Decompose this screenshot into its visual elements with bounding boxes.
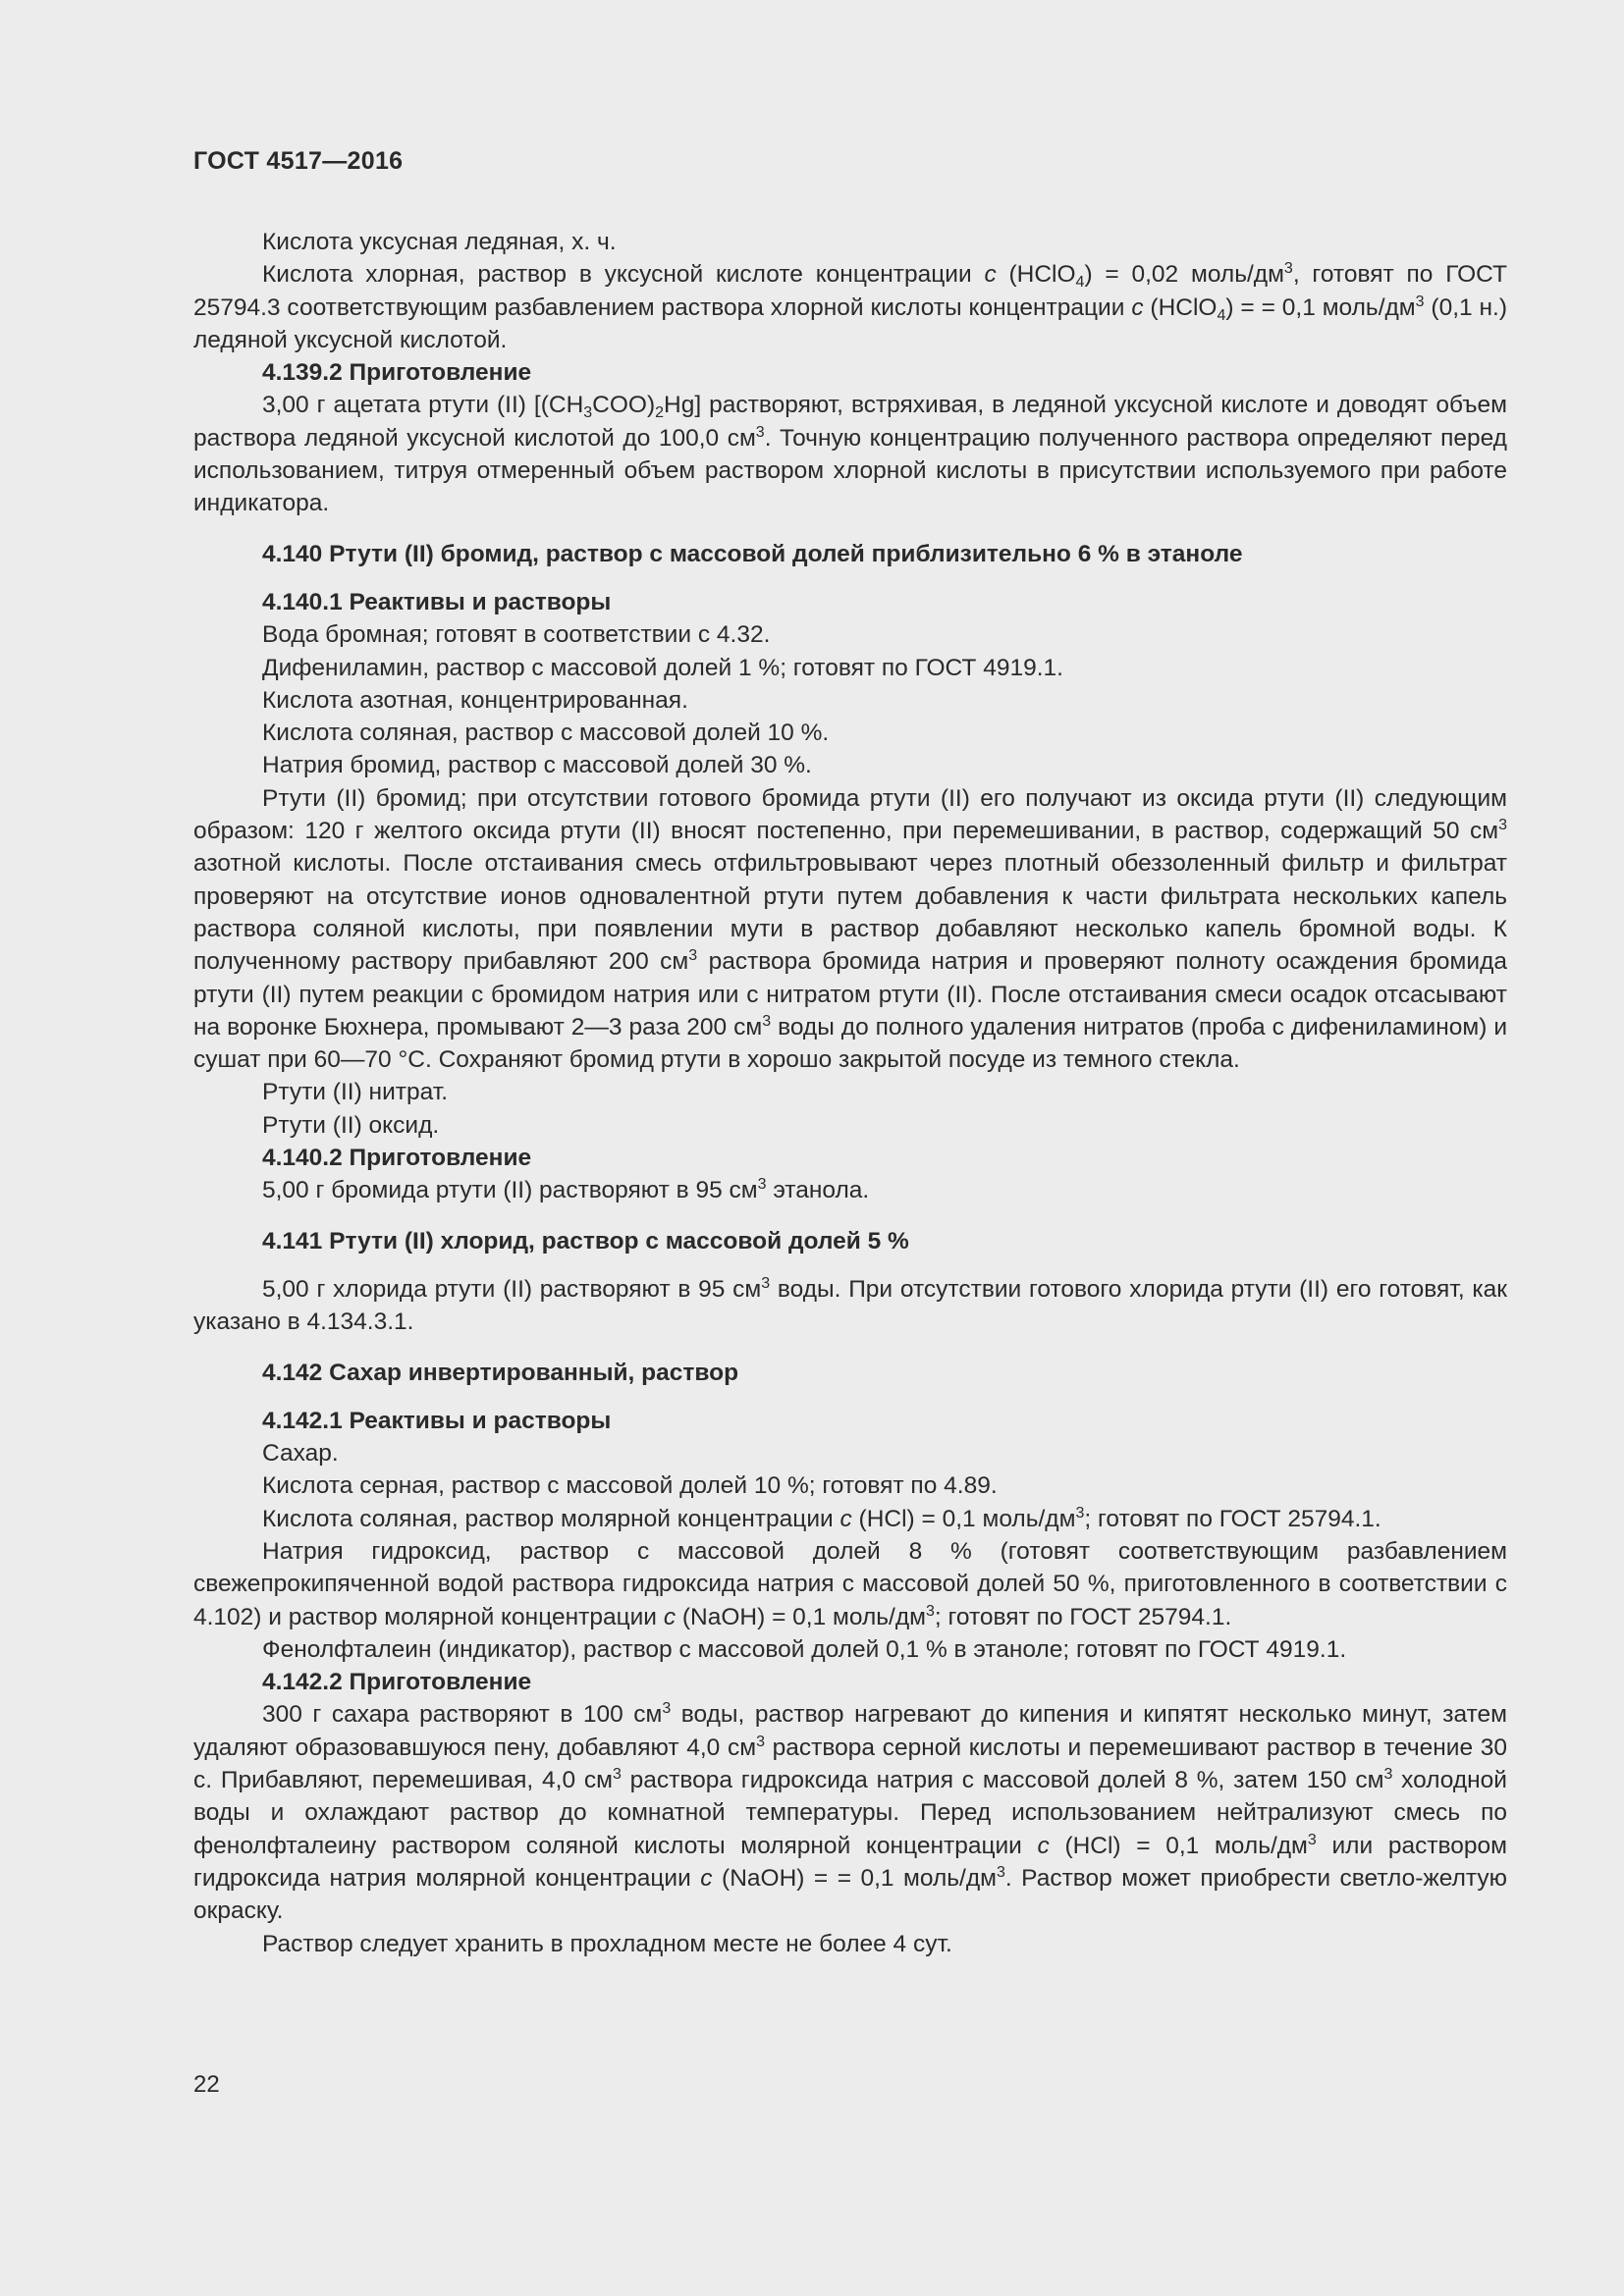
paragraph: Ртути (II) бромид; при отсутствии готового бромида ртути (II) его получают из оксида ртути (II) следующим образом: 120 г желтого оксида ртути (II) вносят постепенно, при перемешивании, в раствор, содержащий 50 $см^3$ азотной кислоты. После отстаивания смесь отфильтровывают через плотный обеззоленный фильтр и фильтрат проверяют на отсутствие ионов одновалентной ртути путем добавления к части фильтрата нескольких капель раствора соляной кислоты, при появлении мути в раствор добавляют несколько капель бромной воды. К полученному раствору прибавляют 200 $см^3$ раствора бромида натрия и проверяют полноту осаждения бромида ртути (II) путем реакции с бромидом натрия или с нитратом ртути (II). После отстаивания смеси осадок отсасывают на воронке Бюхнера, промывают 2—3 раза 200 $см^3$ воды до полного удаления нитратов (проба с дифениламином) и сушат при 60—70 °C. Сохраняют бромид ртути в хорошо закрытой посуде из темного стекла.: [193, 784, 1508, 1074]
list-item: Натрия бромид, раствор с массовой долей 30 %.: [262, 752, 812, 779]
page-number: 22: [193, 2071, 220, 2098]
paragraph: 3,00 г ацетата ртути (II) $[(CH_3COO)_2Hg]$ растворяют, встряхивая, в ледяной уксусной кислоте и доводят объем раствора ледяной уксусной кислотой до 100,0 $см^3$. Точную концентрацию полученного раствора определяют перед использованием, титруя отмеренный объем раствором хлорной кислоты в присутствии используемого при работе индикатора.: [193, 392, 1507, 517]
list-item: Вода бромная; готовят в соответствии с 4.32.: [262, 621, 771, 649]
list-item: Кислота соляная, раствор с массовой долей 10 %.: [262, 720, 830, 747]
list-item: Кислота соляная, раствор молярной концентрации c (HCl) = 0,1 моль/$дм^3$; готовят по ГОСТ 25794.1.: [262, 1504, 1381, 1532]
section-heading: 4.140 Ртути (II) бромид, раствор с массовой долей приблизительно 6 % в этаноле: [262, 540, 1243, 567]
paragraph: 300 г сахара растворяют в 100 $см^3$ воды, раствор нагревают до кипения и кипятят несколько минут, затем удаляют образовавшуюся пену, добавляют 4,0 $см^3$ раствора серной кислоты и перемешивают раствор в течение 30 с. Прибавляют, перемешивая, 4,0 $см^3$ раствора гидроксида натрия с массовой долей 8 %, затем 150 $см^3$ холодной воды и охлаждают раствор до комнатной температуры. Перед использованием нейтрализуют смесь по фенолфталеину раствором соляной кислоты молярной концентрации c (HCl) = 0,1 моль/$дм^3$ или раствором гидроксида натрия молярной концентрации c (NaOH) = = 0,1 моль/$дм^3$. Раствор может приобрести светло-желтую окраску.: [193, 1700, 1508, 1925]
section-heading: 4.142.2 Приготовление: [262, 1669, 532, 1696]
document-header: ГОСТ 4517—2016: [193, 147, 404, 175]
section-heading: 4.139.2 Приготовление: [262, 359, 532, 387]
list-item: Дифениламин, раствор с массовой долей 1 %; готовят по ГОСТ 4919.1.: [262, 654, 1063, 681]
section-heading: 4.142 Сахар инвертированный, раствор: [262, 1359, 739, 1386]
paragraph: 5,00 г хлорида ртути (II) растворяют в 95 $см^3$ воды. При отсутствии готового хлорида ртути (II) его готовят, как указано в 4.134.3.1.: [193, 1274, 1507, 1336]
document-body: [193, 226, 1507, 1960]
list-item: Ртути (II) нитрат.: [262, 1079, 449, 1106]
section-heading: 4.141 Ртути (II) хлорид, раствор с массовой долей 5 %: [262, 1227, 909, 1255]
section-heading: 4.142.1 Реактивы и растворы: [262, 1407, 612, 1434]
list-item: Фенолфталеин (индикатор), раствор с массовой долей 0,1 % в этаноле; готовят по ГОСТ 4919.1.: [262, 1635, 1347, 1663]
paragraph: Раствор следует хранить в прохладном месте не более 4 сут.: [262, 1930, 952, 1957]
list-item: Натрия гидроксид, раствор с массовой долей 8 % (готовят соответствующим разбавлением свежепрокипяченной водой раствора гидроксида натрия с массовой долей 50 %, приготовленного в соответствии с 4.102) и раствор молярной концентрации c (NaOH) = 0,1 моль/$дм^3$; готовят по ГОСТ 25794.1.: [193, 1537, 1507, 1630]
list-item: Кислота серная, раствор с массовой долей 10 %; готовят по 4.89.: [262, 1472, 998, 1500]
section-heading: 4.140.1 Реактивы и растворы: [262, 588, 612, 615]
paragraph: 5,00 г бромида ртути (II) растворяют в 95 $см^3$ этанола.: [262, 1176, 870, 1204]
section-heading: 4.140.2 Приготовление: [262, 1145, 532, 1172]
list-item: Кислота азотная, концентрированная.: [262, 686, 688, 714]
paragraph: Кислота уксусная ледяная, х. ч.: [262, 229, 617, 255]
list-item: Сахар.: [262, 1440, 339, 1468]
paragraph: Кислота хлорная, раствор в уксусной кислоте концентрации c (HClO$_4$) = 0,02 моль/$дм^3$, готовят по ГОСТ 25794.3 соответствующим разбавлением раствора хлорной кислоты концентрации c (HClO$_4$) = = 0,1 моль/$дм^3$ (0,1 н.) ледяной уксусной кислотой.: [193, 260, 1508, 353]
list-item: Ртути (II) оксид.: [262, 1111, 440, 1139]
